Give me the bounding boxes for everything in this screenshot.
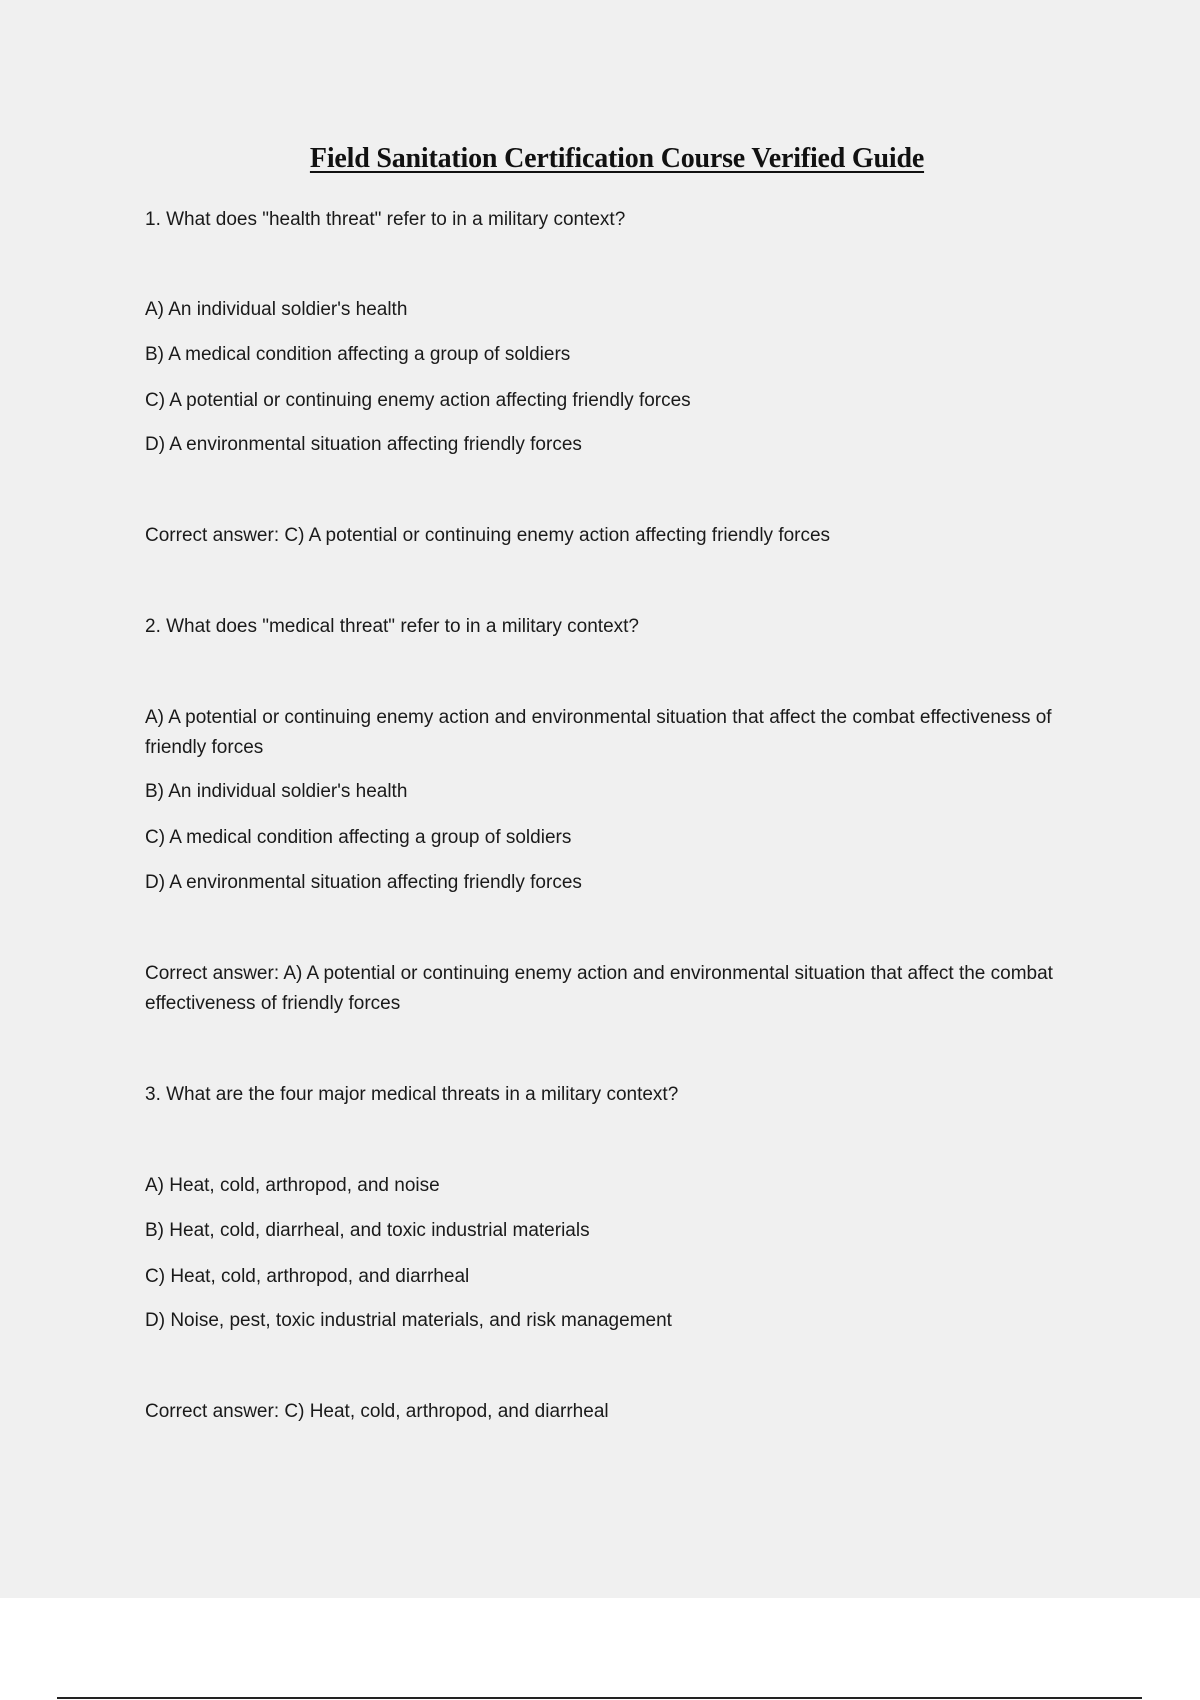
question-3-option-b: B) Heat, cold, diarrheal, and toxic industrial materials (145, 1220, 590, 1241)
question-3-option-c: C) Heat, cold, arthropod, and diarrheal (145, 1266, 470, 1287)
question-2-answer: Correct answer: A) A potential or continuing enemy action and environmental situation that affect the combat effectiveness of friendly forces (145, 963, 1053, 1014)
question-3-prompt: 3. What are the four major medical threats in a military context? (145, 1084, 679, 1105)
question-1-option-b: B) A medical condition affecting a group of soldiers (145, 344, 571, 365)
document-title-text: Field Sanitation Certification Course Verified Guide (309, 143, 925, 174)
question-2-option-c: C) A medical condition affecting a group of soldiers (145, 827, 572, 848)
question-1-option-c: C) A potential or continuing enemy action affecting friendly forces (145, 390, 691, 411)
question-3-option-a: A) Heat, cold, arthropod, and noise (145, 1175, 440, 1196)
question-1-option-a: A) An individual soldier's health (145, 299, 408, 320)
question-1-prompt: 1. What does "health threat" refer to in a military context? (145, 209, 626, 230)
footer-divider (57, 1697, 1142, 1699)
question-3-option-d: D) Noise, pest, toxic industrial materials, and risk management (145, 1310, 672, 1331)
question-2-option-a: A) A potential or continuing enemy action and environmental situation that affect the combat effectiveness of friendly forces (145, 707, 1052, 758)
question-2-prompt: 2. What does "medical threat" refer to in a military context? (145, 616, 639, 637)
question-2-option-d: D) A environmental situation affecting friendly forces (145, 872, 582, 893)
question-3-answer: Correct answer: C) Heat, cold, arthropod, and diarrheal (145, 1401, 609, 1422)
document-title (0, 143, 1200, 175)
question-1-answer: Correct answer: C) A potential or continuing enemy action affecting friendly forces (145, 525, 831, 546)
question-2-option-b: B) An individual soldier's health (145, 781, 408, 802)
question-1-option-d: D) A environmental situation affecting friendly forces (145, 434, 582, 455)
